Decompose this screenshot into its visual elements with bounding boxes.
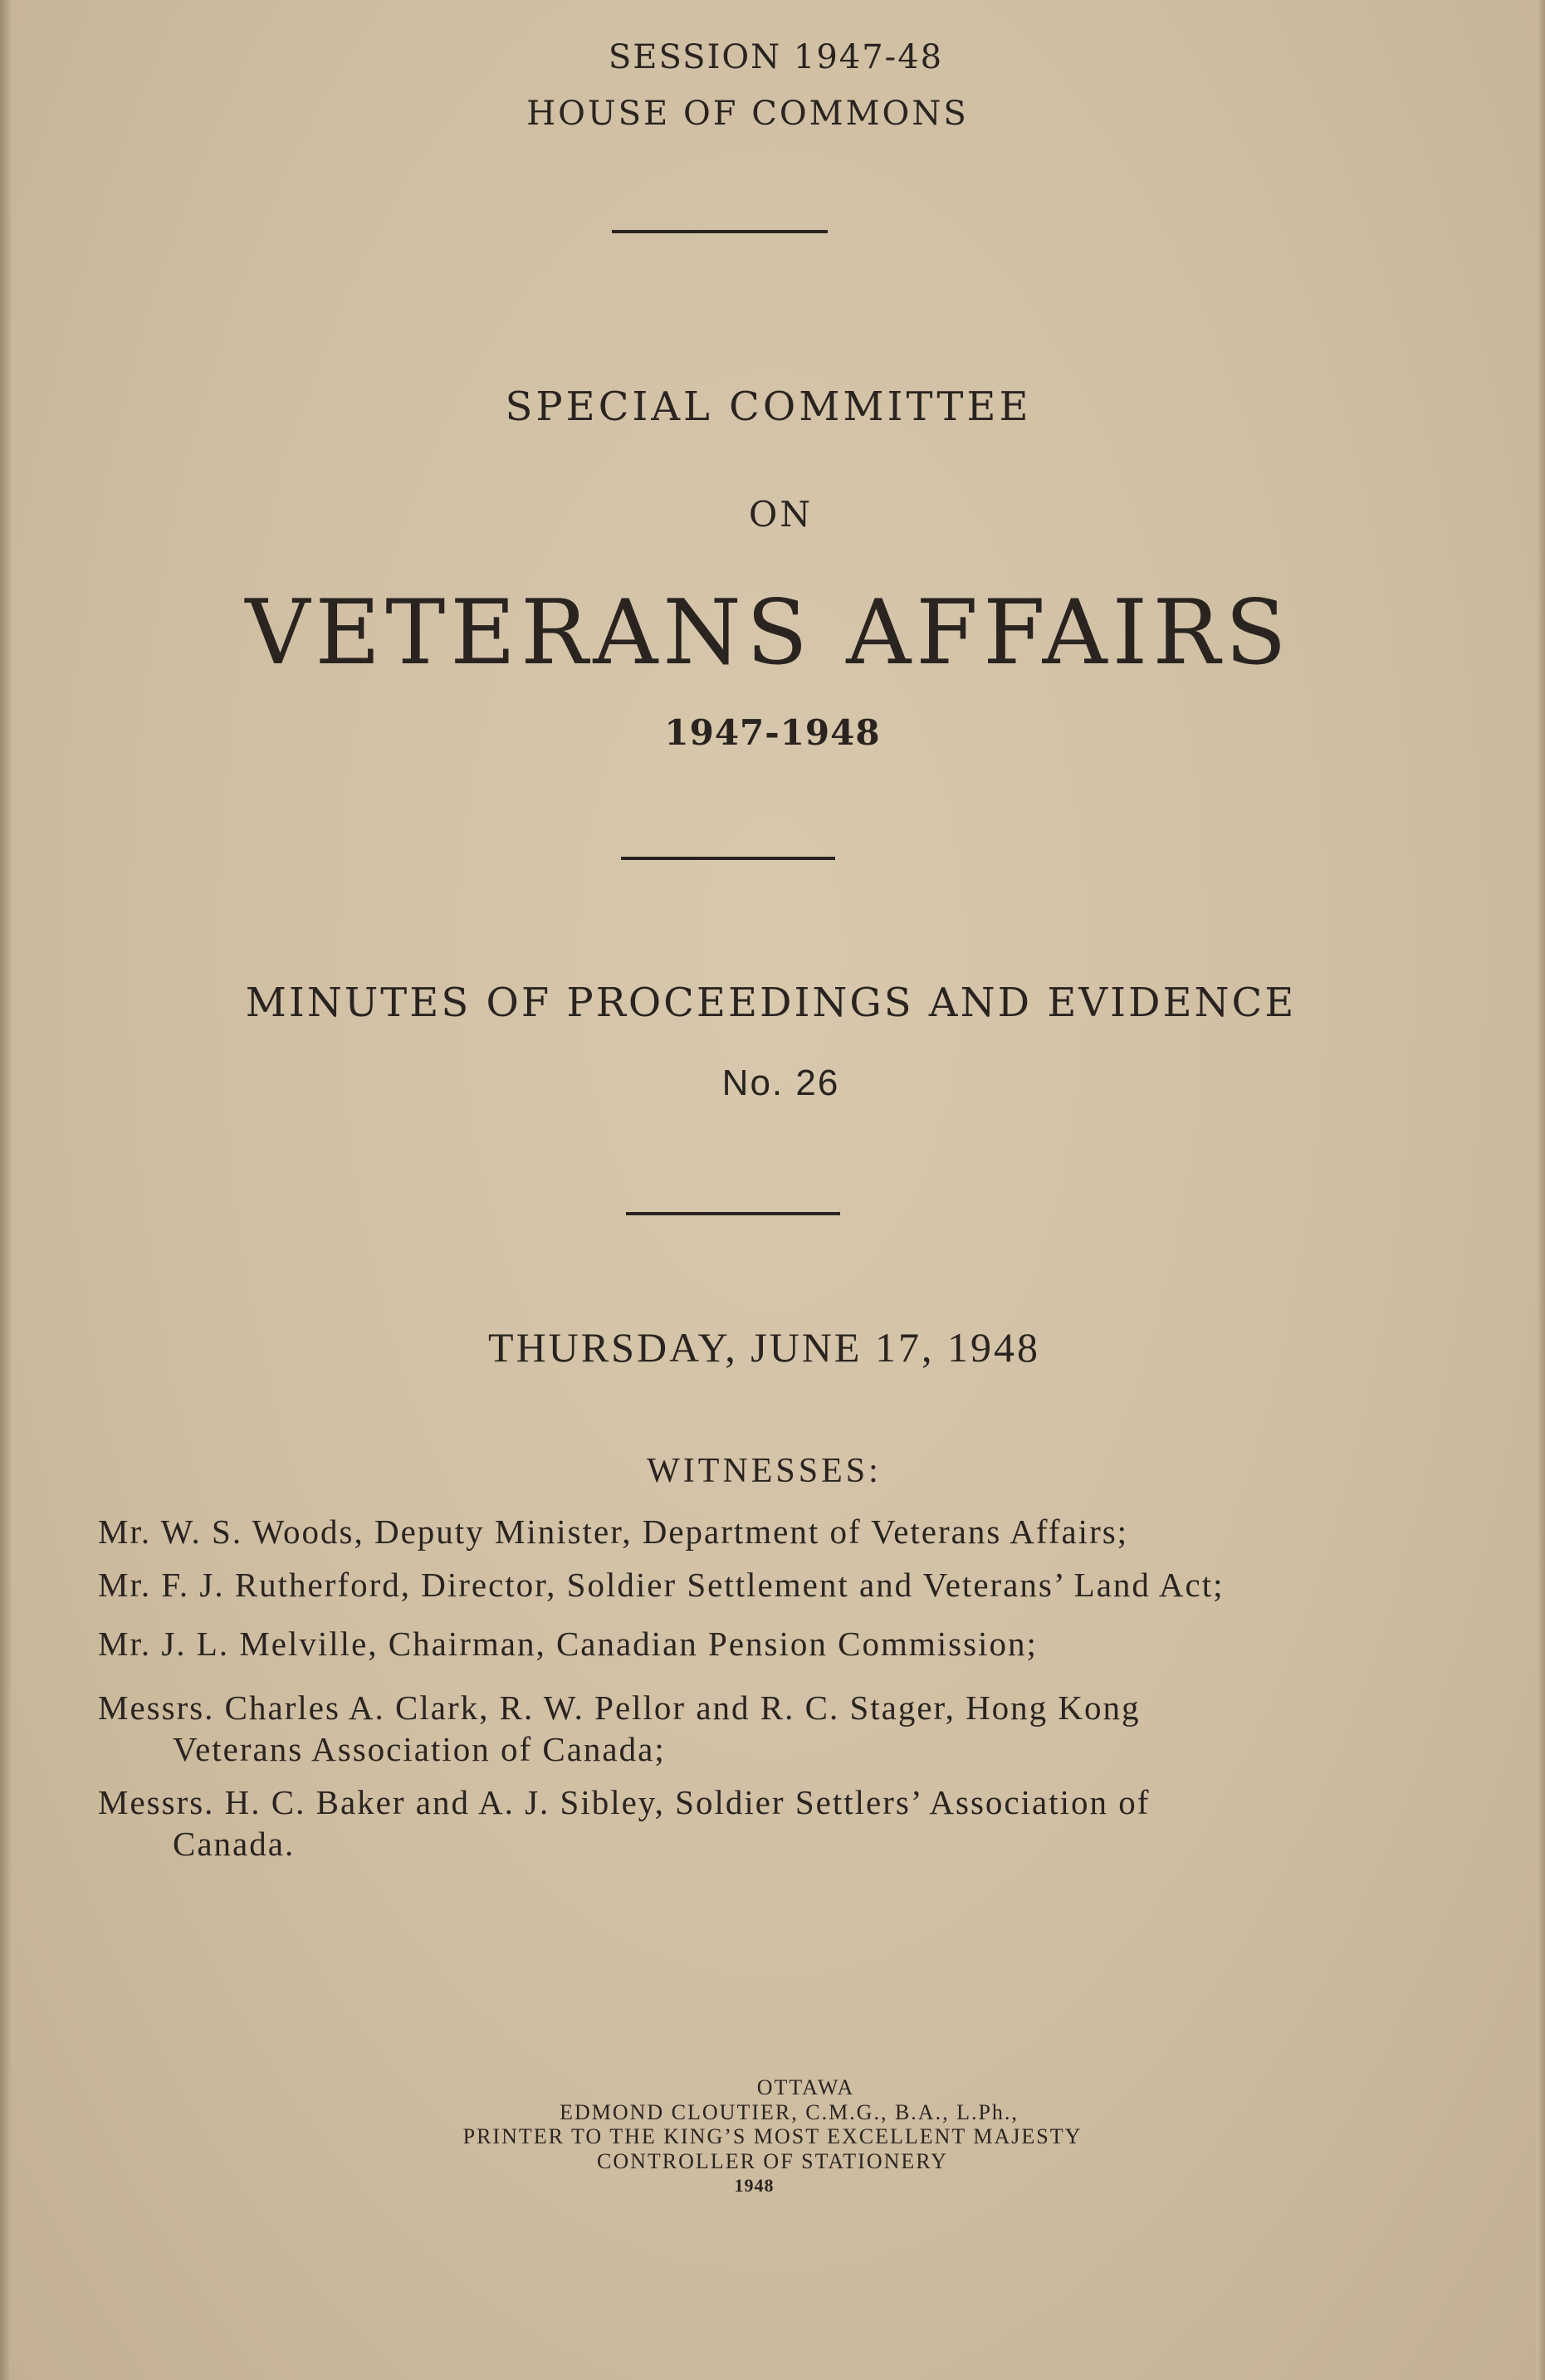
- main-title: VETERANS AFFAIRS: [245, 581, 1292, 685]
- imprint-year: 1948: [734, 2175, 775, 2196]
- issue-number: No. 26: [721, 1063, 840, 1103]
- imprint-city: OTTAWA: [756, 2075, 855, 2099]
- witness-entry-1: [98, 1511, 1393, 1552]
- witness-text-continued: Canada.: [173, 1825, 296, 1863]
- witnesses-heading: WITNESSES:: [647, 1452, 882, 1490]
- witness-entry-3: [98, 1623, 1393, 1664]
- witness-entry-4: [98, 1687, 1393, 1770]
- witness-text: Mr. F. J. Rutherford, Director, Soldier Settlement and Veterans’ Land Act;: [98, 1566, 1225, 1604]
- session-line: SESSION 1947-48: [608, 38, 944, 76]
- divider-rule-3: [626, 1212, 840, 1215]
- years-line: 1947-1948: [664, 712, 881, 753]
- on-line: ON: [748, 494, 814, 535]
- minutes-heading: MINUTES OF PROCEEDINGS AND EVIDENCE: [245, 980, 1297, 1026]
- page-left-edge: [0, 0, 12, 2380]
- special-committee-line: SPECIAL COMMITTEE: [505, 384, 1032, 430]
- witness-text: Messrs. Charles A. Clark, R. W. Pellor and R. C. Stager, Hong Kong: [98, 1688, 1141, 1727]
- witness-text: Mr. W. S. Woods, Deputy Minister, Department of Veterans Affairs;: [98, 1513, 1129, 1551]
- witness-text-continued: Veterans Association of Canada;: [173, 1730, 666, 1768]
- imprint-printer: EDMOND CLOUTIER, C.M.G., B.A., L.Ph.,: [560, 2100, 1019, 2124]
- witness-text: Mr. J. L. Melville, Chairman, Canadian Pension Commission;: [98, 1625, 1038, 1663]
- witness-text: Messrs. H. C. Baker and A. J. Sibley, Soldier Settlers’ Association of: [98, 1783, 1151, 1821]
- page-right-edge: [1537, 0, 1545, 2380]
- imprint-title: PRINTER TO THE KING’S MOST EXCELLENT MAJESTY: [462, 2124, 1083, 2148]
- divider-rule-1: [612, 230, 828, 233]
- witness-entry-2: [98, 1564, 1393, 1605]
- witness-entry-5: [98, 1781, 1393, 1864]
- imprint-controller: CONTROLLER OF STATIONERY: [597, 2149, 948, 2173]
- divider-rule-2: [621, 857, 835, 860]
- sitting-date: THURSDAY, JUNE 17, 1948: [488, 1324, 1040, 1371]
- house-line: HOUSE OF COMMONS: [526, 95, 969, 133]
